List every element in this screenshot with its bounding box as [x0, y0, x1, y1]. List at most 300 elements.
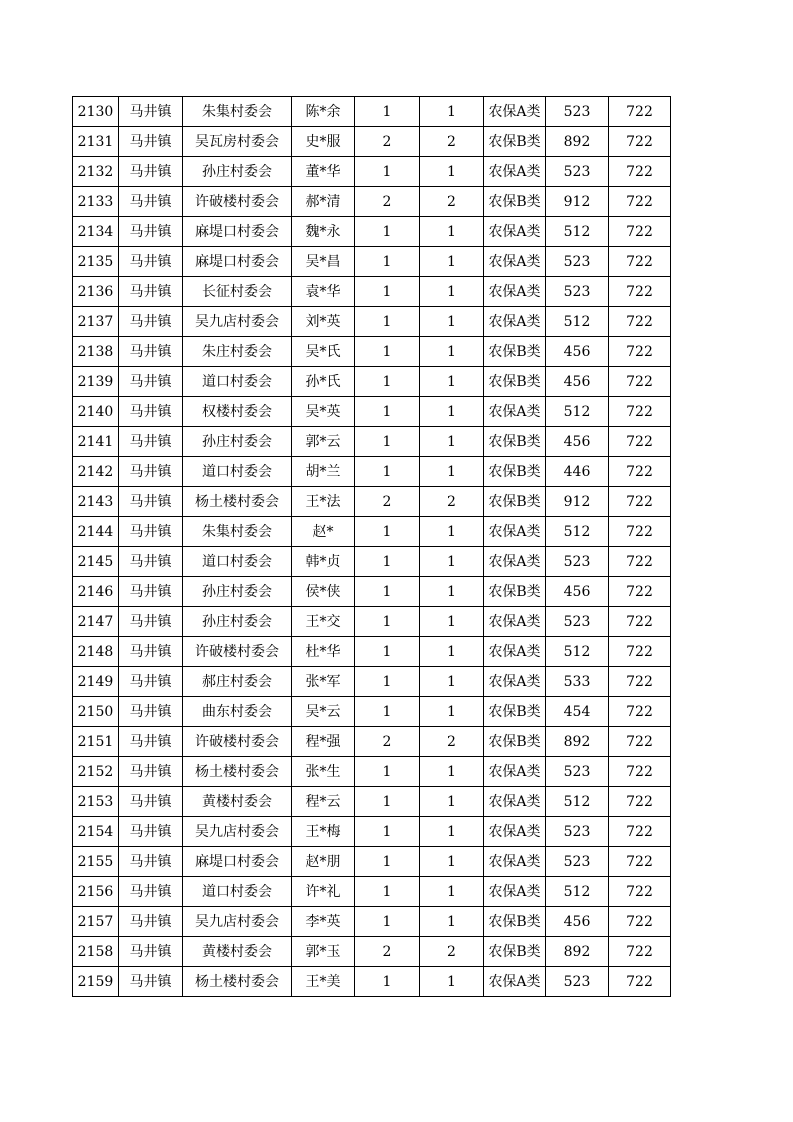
standard-cell: 722	[609, 787, 671, 817]
count-cell: 1	[355, 307, 420, 337]
standard-cell: 722	[609, 577, 671, 607]
village-committee-cell: 吴九店村委会	[183, 907, 292, 937]
count-cell: 1	[355, 517, 420, 547]
village-committee-cell: 许破楼村委会	[183, 187, 292, 217]
table-row	[73, 967, 671, 997]
record-number-cell: 2132	[73, 157, 119, 187]
village-committee-cell: 孙庄村委会	[183, 427, 292, 457]
count-cell: 1	[355, 607, 420, 637]
persons-cell: 2	[420, 187, 484, 217]
record-number-cell: 2154	[73, 817, 119, 847]
count-cell: 2	[355, 487, 420, 517]
table-row	[73, 637, 671, 667]
amount-cell: 456	[546, 427, 609, 457]
roster-table	[72, 96, 671, 997]
insurance-type-cell: 农保B类	[484, 367, 546, 397]
town-cell: 马井镇	[119, 397, 183, 427]
amount-cell: 523	[546, 757, 609, 787]
persons-cell: 1	[420, 547, 484, 577]
town-cell: 马井镇	[119, 427, 183, 457]
persons-cell: 1	[420, 277, 484, 307]
persons-cell: 2	[420, 487, 484, 517]
name-cell: 赵*	[292, 517, 355, 547]
name-cell: 韩*贞	[292, 547, 355, 577]
town-cell: 马井镇	[119, 187, 183, 217]
standard-cell: 722	[609, 397, 671, 427]
insurance-type-cell: 农保A类	[484, 157, 546, 187]
amount-cell: 446	[546, 457, 609, 487]
town-cell: 马井镇	[119, 697, 183, 727]
table-row	[73, 457, 671, 487]
standard-cell: 722	[609, 217, 671, 247]
amount-cell: 456	[546, 907, 609, 937]
village-committee-cell: 杨土楼村委会	[183, 487, 292, 517]
amount-cell: 523	[546, 967, 609, 997]
name-cell: 程*云	[292, 787, 355, 817]
amount-cell: 892	[546, 727, 609, 757]
town-cell: 马井镇	[119, 127, 183, 157]
record-number-cell: 2145	[73, 547, 119, 577]
record-number-cell: 2141	[73, 427, 119, 457]
standard-cell: 722	[609, 637, 671, 667]
persons-cell: 1	[420, 157, 484, 187]
count-cell: 1	[355, 427, 420, 457]
insurance-type-cell: 农保B类	[484, 127, 546, 157]
insurance-type-cell: 农保A类	[484, 847, 546, 877]
insurance-type-cell: 农保B类	[484, 697, 546, 727]
name-cell: 刘*英	[292, 307, 355, 337]
standard-cell: 722	[609, 427, 671, 457]
amount-cell: 523	[546, 847, 609, 877]
amount-cell: 512	[546, 307, 609, 337]
count-cell: 1	[355, 637, 420, 667]
table-row	[73, 427, 671, 457]
count-cell: 1	[355, 217, 420, 247]
amount-cell: 512	[546, 787, 609, 817]
record-number-cell: 2150	[73, 697, 119, 727]
amount-cell: 523	[546, 277, 609, 307]
insurance-type-cell: 农保B类	[484, 907, 546, 937]
count-cell: 1	[355, 247, 420, 277]
standard-cell: 722	[609, 457, 671, 487]
count-cell: 1	[355, 367, 420, 397]
count-cell: 1	[355, 967, 420, 997]
insurance-type-cell: 农保B类	[484, 487, 546, 517]
town-cell: 马井镇	[119, 787, 183, 817]
record-number-cell: 2155	[73, 847, 119, 877]
name-cell: 郝*清	[292, 187, 355, 217]
village-committee-cell: 道口村委会	[183, 367, 292, 397]
standard-cell: 722	[609, 727, 671, 757]
table-row	[73, 247, 671, 277]
standard-cell: 722	[609, 127, 671, 157]
insurance-type-cell: 农保B类	[484, 427, 546, 457]
village-committee-cell: 权楼村委会	[183, 397, 292, 427]
insurance-type-cell: 农保A类	[484, 277, 546, 307]
name-cell: 陈*余	[292, 97, 355, 127]
name-cell: 袁*华	[292, 277, 355, 307]
village-committee-cell: 朱集村委会	[183, 97, 292, 127]
village-committee-cell: 吴九店村委会	[183, 817, 292, 847]
insurance-type-cell: 农保B类	[484, 337, 546, 367]
persons-cell: 1	[420, 607, 484, 637]
record-number-cell: 2135	[73, 247, 119, 277]
name-cell: 魏*永	[292, 217, 355, 247]
village-committee-cell: 黄楼村委会	[183, 937, 292, 967]
standard-cell: 722	[609, 97, 671, 127]
table-row	[73, 787, 671, 817]
table-row	[73, 337, 671, 367]
town-cell: 马井镇	[119, 907, 183, 937]
town-cell: 马井镇	[119, 247, 183, 277]
insurance-type-cell: 农保A类	[484, 967, 546, 997]
amount-cell: 512	[546, 397, 609, 427]
persons-cell: 1	[420, 847, 484, 877]
persons-cell: 1	[420, 217, 484, 247]
town-cell: 马井镇	[119, 667, 183, 697]
standard-cell: 722	[609, 307, 671, 337]
insurance-type-cell: 农保A类	[484, 247, 546, 277]
town-cell: 马井镇	[119, 367, 183, 397]
persons-cell: 1	[420, 247, 484, 277]
town-cell: 马井镇	[119, 577, 183, 607]
count-cell: 2	[355, 727, 420, 757]
table-row	[73, 577, 671, 607]
count-cell: 1	[355, 457, 420, 487]
table-row	[73, 97, 671, 127]
village-committee-cell: 长征村委会	[183, 277, 292, 307]
record-number-cell: 2159	[73, 967, 119, 997]
town-cell: 马井镇	[119, 277, 183, 307]
persons-cell: 1	[420, 697, 484, 727]
name-cell: 孙*氏	[292, 367, 355, 397]
amount-cell: 533	[546, 667, 609, 697]
standard-cell: 722	[609, 667, 671, 697]
name-cell: 李*英	[292, 907, 355, 937]
record-number-cell: 2157	[73, 907, 119, 937]
amount-cell: 523	[546, 607, 609, 637]
count-cell: 1	[355, 97, 420, 127]
standard-cell: 722	[609, 367, 671, 397]
village-committee-cell: 吴瓦房村委会	[183, 127, 292, 157]
count-cell: 1	[355, 397, 420, 427]
insurance-type-cell: 农保B类	[484, 457, 546, 487]
name-cell: 吴*英	[292, 397, 355, 427]
amount-cell: 523	[546, 817, 609, 847]
amount-cell: 523	[546, 247, 609, 277]
persons-cell: 1	[420, 757, 484, 787]
village-committee-cell: 道口村委会	[183, 547, 292, 577]
standard-cell: 722	[609, 817, 671, 847]
town-cell: 马井镇	[119, 937, 183, 967]
name-cell: 张*生	[292, 757, 355, 787]
amount-cell: 523	[546, 97, 609, 127]
table-row	[73, 217, 671, 247]
count-cell: 1	[355, 787, 420, 817]
table-row	[73, 277, 671, 307]
insurance-type-cell: 农保A类	[484, 787, 546, 817]
persons-cell: 2	[420, 727, 484, 757]
insurance-type-cell: 农保B类	[484, 577, 546, 607]
count-cell: 1	[355, 877, 420, 907]
insurance-type-cell: 农保A类	[484, 217, 546, 247]
village-committee-cell: 朱庄村委会	[183, 337, 292, 367]
table-row	[73, 667, 671, 697]
town-cell: 马井镇	[119, 337, 183, 367]
amount-cell: 512	[546, 877, 609, 907]
persons-cell: 2	[420, 937, 484, 967]
record-number-cell: 2139	[73, 367, 119, 397]
record-number-cell: 2151	[73, 727, 119, 757]
count-cell: 1	[355, 157, 420, 187]
document-page	[72, 96, 671, 997]
standard-cell: 722	[609, 697, 671, 727]
village-committee-cell: 黄楼村委会	[183, 787, 292, 817]
record-number-cell: 2143	[73, 487, 119, 517]
town-cell: 马井镇	[119, 817, 183, 847]
village-committee-cell: 郝庄村委会	[183, 667, 292, 697]
standard-cell: 722	[609, 487, 671, 517]
name-cell: 王*交	[292, 607, 355, 637]
persons-cell: 1	[420, 637, 484, 667]
record-number-cell: 2136	[73, 277, 119, 307]
insurance-type-cell: 农保A类	[484, 757, 546, 787]
village-committee-cell: 孙庄村委会	[183, 157, 292, 187]
name-cell: 郭*玉	[292, 937, 355, 967]
standard-cell: 722	[609, 517, 671, 547]
standard-cell: 722	[609, 907, 671, 937]
table-row	[73, 757, 671, 787]
persons-cell: 1	[420, 307, 484, 337]
record-number-cell: 2137	[73, 307, 119, 337]
amount-cell: 456	[546, 577, 609, 607]
standard-cell: 722	[609, 157, 671, 187]
town-cell: 马井镇	[119, 217, 183, 247]
insurance-type-cell: 农保A类	[484, 547, 546, 577]
village-committee-cell: 麻堤口村委会	[183, 847, 292, 877]
town-cell: 马井镇	[119, 517, 183, 547]
persons-cell: 1	[420, 457, 484, 487]
table-row	[73, 847, 671, 877]
record-number-cell: 2138	[73, 337, 119, 367]
standard-cell: 722	[609, 547, 671, 577]
table-row	[73, 937, 671, 967]
town-cell: 马井镇	[119, 97, 183, 127]
record-number-cell: 2146	[73, 577, 119, 607]
amount-cell: 912	[546, 187, 609, 217]
name-cell: 董*华	[292, 157, 355, 187]
town-cell: 马井镇	[119, 157, 183, 187]
persons-cell: 1	[420, 97, 484, 127]
count-cell: 1	[355, 667, 420, 697]
count-cell: 1	[355, 277, 420, 307]
town-cell: 马井镇	[119, 607, 183, 637]
name-cell: 王*法	[292, 487, 355, 517]
name-cell: 程*强	[292, 727, 355, 757]
table-row	[73, 547, 671, 577]
standard-cell: 722	[609, 187, 671, 217]
record-number-cell: 2131	[73, 127, 119, 157]
record-number-cell: 2158	[73, 937, 119, 967]
village-committee-cell: 麻堤口村委会	[183, 217, 292, 247]
town-cell: 马井镇	[119, 757, 183, 787]
persons-cell: 1	[420, 577, 484, 607]
village-committee-cell: 许破楼村委会	[183, 727, 292, 757]
table-row	[73, 307, 671, 337]
persons-cell: 1	[420, 877, 484, 907]
amount-cell: 456	[546, 337, 609, 367]
roster-body	[73, 97, 671, 997]
standard-cell: 722	[609, 757, 671, 787]
table-row	[73, 157, 671, 187]
standard-cell: 722	[609, 847, 671, 877]
standard-cell: 722	[609, 277, 671, 307]
village-committee-cell: 麻堤口村委会	[183, 247, 292, 277]
amount-cell: 892	[546, 127, 609, 157]
amount-cell: 523	[546, 157, 609, 187]
table-row	[73, 517, 671, 547]
town-cell: 马井镇	[119, 487, 183, 517]
town-cell: 马井镇	[119, 457, 183, 487]
table-row	[73, 607, 671, 637]
record-number-cell: 2142	[73, 457, 119, 487]
record-number-cell: 2134	[73, 217, 119, 247]
standard-cell: 722	[609, 877, 671, 907]
town-cell: 马井镇	[119, 877, 183, 907]
table-row	[73, 397, 671, 427]
standard-cell: 722	[609, 337, 671, 367]
persons-cell: 1	[420, 367, 484, 397]
name-cell: 吴*氏	[292, 337, 355, 367]
village-committee-cell: 道口村委会	[183, 457, 292, 487]
name-cell: 赵*朋	[292, 847, 355, 877]
count-cell: 1	[355, 547, 420, 577]
town-cell: 马井镇	[119, 847, 183, 877]
persons-cell: 1	[420, 817, 484, 847]
persons-cell: 1	[420, 787, 484, 817]
insurance-type-cell: 农保A类	[484, 307, 546, 337]
village-committee-cell: 朱集村委会	[183, 517, 292, 547]
record-number-cell: 2147	[73, 607, 119, 637]
count-cell: 1	[355, 757, 420, 787]
town-cell: 马井镇	[119, 967, 183, 997]
count-cell: 1	[355, 847, 420, 877]
name-cell: 许*礼	[292, 877, 355, 907]
count-cell: 2	[355, 187, 420, 217]
record-number-cell: 2144	[73, 517, 119, 547]
name-cell: 吴*昌	[292, 247, 355, 277]
insurance-type-cell: 农保B类	[484, 727, 546, 757]
name-cell: 胡*兰	[292, 457, 355, 487]
village-committee-cell: 杨土楼村委会	[183, 757, 292, 787]
persons-cell: 1	[420, 397, 484, 427]
name-cell: 史*服	[292, 127, 355, 157]
village-committee-cell: 道口村委会	[183, 877, 292, 907]
village-committee-cell: 许破楼村委会	[183, 637, 292, 667]
table-row	[73, 487, 671, 517]
standard-cell: 722	[609, 607, 671, 637]
town-cell: 马井镇	[119, 727, 183, 757]
insurance-type-cell: 农保A类	[484, 397, 546, 427]
persons-cell: 2	[420, 127, 484, 157]
persons-cell: 1	[420, 517, 484, 547]
count-cell: 1	[355, 337, 420, 367]
name-cell: 侯*侠	[292, 577, 355, 607]
table-row	[73, 877, 671, 907]
persons-cell: 1	[420, 667, 484, 697]
insurance-type-cell: 农保B类	[484, 187, 546, 217]
insurance-type-cell: 农保A类	[484, 667, 546, 697]
table-row	[73, 187, 671, 217]
insurance-type-cell: 农保A类	[484, 877, 546, 907]
count-cell: 1	[355, 817, 420, 847]
amount-cell: 456	[546, 367, 609, 397]
persons-cell: 1	[420, 337, 484, 367]
count-cell: 2	[355, 937, 420, 967]
village-committee-cell: 杨土楼村委会	[183, 967, 292, 997]
record-number-cell: 2140	[73, 397, 119, 427]
table-row	[73, 817, 671, 847]
table-row	[73, 127, 671, 157]
village-committee-cell: 吴九店村委会	[183, 307, 292, 337]
insurance-type-cell: 农保A类	[484, 517, 546, 547]
standard-cell: 722	[609, 937, 671, 967]
count-cell: 1	[355, 907, 420, 937]
name-cell: 王*梅	[292, 817, 355, 847]
standard-cell: 722	[609, 247, 671, 277]
amount-cell: 512	[546, 217, 609, 247]
record-number-cell: 2153	[73, 787, 119, 817]
amount-cell: 454	[546, 697, 609, 727]
town-cell: 马井镇	[119, 307, 183, 337]
record-number-cell: 2130	[73, 97, 119, 127]
table-row	[73, 697, 671, 727]
table-row	[73, 367, 671, 397]
amount-cell: 512	[546, 517, 609, 547]
insurance-type-cell: 农保A类	[484, 607, 546, 637]
amount-cell: 512	[546, 637, 609, 667]
table-row	[73, 727, 671, 757]
insurance-type-cell: 农保A类	[484, 97, 546, 127]
table-row	[73, 907, 671, 937]
town-cell: 马井镇	[119, 547, 183, 577]
record-number-cell: 2148	[73, 637, 119, 667]
record-number-cell: 2149	[73, 667, 119, 697]
count-cell: 2	[355, 127, 420, 157]
village-committee-cell: 曲东村委会	[183, 697, 292, 727]
insurance-type-cell: 农保A类	[484, 817, 546, 847]
name-cell: 杜*华	[292, 637, 355, 667]
persons-cell: 1	[420, 427, 484, 457]
village-committee-cell: 孙庄村委会	[183, 577, 292, 607]
name-cell: 郭*云	[292, 427, 355, 457]
count-cell: 1	[355, 577, 420, 607]
persons-cell: 1	[420, 907, 484, 937]
record-number-cell: 2133	[73, 187, 119, 217]
insurance-type-cell: 农保A类	[484, 637, 546, 667]
name-cell: 吴*云	[292, 697, 355, 727]
amount-cell: 912	[546, 487, 609, 517]
persons-cell: 1	[420, 967, 484, 997]
village-committee-cell: 孙庄村委会	[183, 607, 292, 637]
standard-cell: 722	[609, 967, 671, 997]
amount-cell: 892	[546, 937, 609, 967]
name-cell: 张*军	[292, 667, 355, 697]
record-number-cell: 2152	[73, 757, 119, 787]
amount-cell: 523	[546, 547, 609, 577]
count-cell: 1	[355, 697, 420, 727]
name-cell: 王*美	[292, 967, 355, 997]
